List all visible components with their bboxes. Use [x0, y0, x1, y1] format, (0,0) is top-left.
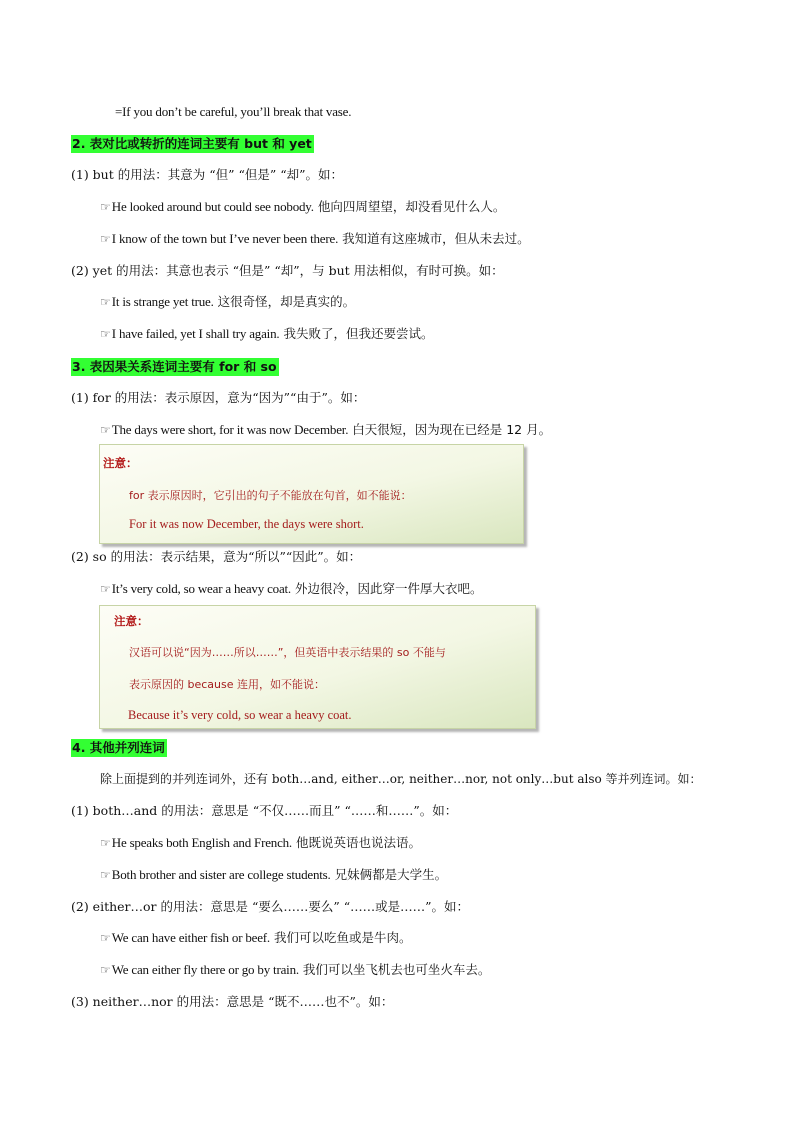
pointing-hand-icon: ☞	[100, 868, 111, 882]
sec2-example-2	[100, 231, 530, 247]
pointing-hand-icon: ☞	[100, 232, 111, 246]
sec4-para-3: (3) neither…nor 的用法：意思是 “既不……也不”。如：	[71, 994, 394, 1009]
example-english: It is strange yet true.	[111, 294, 214, 309]
note-title: 注意：	[114, 614, 149, 628]
section-2-heading: 2. 表对比或转折的连词主要有 but 和 yet	[72, 136, 312, 151]
example-english: I know of the town but I’ve never been there.	[111, 231, 339, 246]
example-chinese: 这很奇怪，却是真实的。	[217, 294, 356, 309]
example-chinese: 兄妹俩都是大学生。	[334, 867, 448, 882]
example-english: Both brother and sister are college students.	[111, 867, 331, 882]
sec2-example-3	[100, 294, 355, 310]
note-text: for 表示原因时，它引出的句子不能放在句首，如不能说：	[129, 489, 412, 502]
note-box-for	[99, 444, 524, 544]
pointing-hand-icon: ☞	[100, 963, 111, 977]
sec4-para-2: (2) either…or 的用法：意思是 “要么……要么” “……或是……”。如：	[71, 899, 470, 914]
example-chinese: 他既说英语也说法语。	[296, 835, 422, 850]
sec4-example-2	[100, 867, 447, 883]
example-chinese: 我们可以坐飞机去也可坐火车去。	[302, 962, 491, 977]
sec4-example-4	[100, 962, 490, 978]
sec2-example-1	[100, 199, 505, 215]
continued-example: =If you don’t be careful, you’ll break that vase.	[115, 104, 352, 119]
example-english: We can either fly there or go by train.	[111, 962, 299, 977]
pointing-hand-icon: ☞	[100, 200, 111, 214]
sec4-example-3	[100, 930, 412, 946]
pointing-hand-icon: ☞	[100, 582, 111, 596]
example-chinese: 外边很冷，因此穿一件厚大衣吧。	[295, 581, 483, 596]
sec4-intro: 除上面提到的并列连词外，还有 both…and, either…or, neither…nor, not only…but also 等并列连词。如：	[100, 772, 702, 786]
section-3-heading: 3. 表因果关系连词主要有 for 和 so	[72, 359, 277, 374]
section-4-heading: 4. 其他并列连词	[72, 740, 165, 755]
note-text: 表示原因的 because 连用，如不能说：	[129, 678, 326, 691]
pointing-hand-icon: ☞	[100, 327, 111, 341]
example-english: It’s very cold, so wear a heavy coat.	[111, 581, 291, 596]
sec3-example-2	[100, 581, 483, 597]
pointing-hand-icon: ☞	[100, 836, 111, 850]
pointing-hand-icon: ☞	[100, 931, 111, 945]
pointing-hand-icon: ☞	[100, 295, 111, 309]
example-chinese: 白天很短，因为现在已经是 12 月。	[352, 422, 552, 437]
example-english: The days were short, for it was now December.	[111, 422, 349, 437]
sec2-para-1: (1) but 的用法：其意为 “但” “但是” “却”。如：	[71, 167, 343, 182]
example-english: We can have either fish or beef.	[111, 930, 270, 945]
note-example: Because it’s very cold, so wear a heavy coat.	[128, 708, 352, 722]
note-text: 汉语可以说“因为……所以……”，但英语中表示结果的 so 不能与	[129, 646, 446, 659]
example-chinese: 我知道有这座城市，但从未去过。	[342, 231, 530, 246]
example-chinese: 我失败了，但我还要尝试。	[283, 326, 434, 341]
note-box-so	[99, 605, 536, 729]
sec4-para-1: (1) both…and 的用法：意思是 “不仅……而且” “……和……”。如：	[71, 803, 458, 818]
example-english: He looked around but could see nobody.	[111, 199, 314, 214]
example-chinese: 他向四周望望，却没看见什么人。	[317, 199, 506, 214]
sec3-para-1: (1) for 的用法：表示原因，意为“因为”“由于”。如：	[71, 390, 366, 405]
sec2-example-4	[100, 326, 433, 342]
sec4-example-1	[100, 835, 421, 851]
example-english: I have failed, yet I shall try again.	[111, 326, 280, 341]
sec2-para-2: (2) yet 的用法：其意也表示 “但是” “却”，与 but 用法相似，有时可换。如：	[71, 263, 504, 278]
pointing-hand-icon: ☞	[100, 423, 111, 437]
example-chinese: 我们可以吃鱼或是牛肉。	[274, 930, 412, 945]
sec3-para-2: (2) so 的用法：表示结果，意为“所以”“因此”。如：	[71, 549, 362, 564]
sec3-example-1	[100, 422, 551, 438]
note-example: For it was now December, the days were short.	[129, 517, 364, 531]
note-title: 注意：	[103, 456, 138, 470]
example-english: He speaks both English and French.	[111, 835, 292, 850]
